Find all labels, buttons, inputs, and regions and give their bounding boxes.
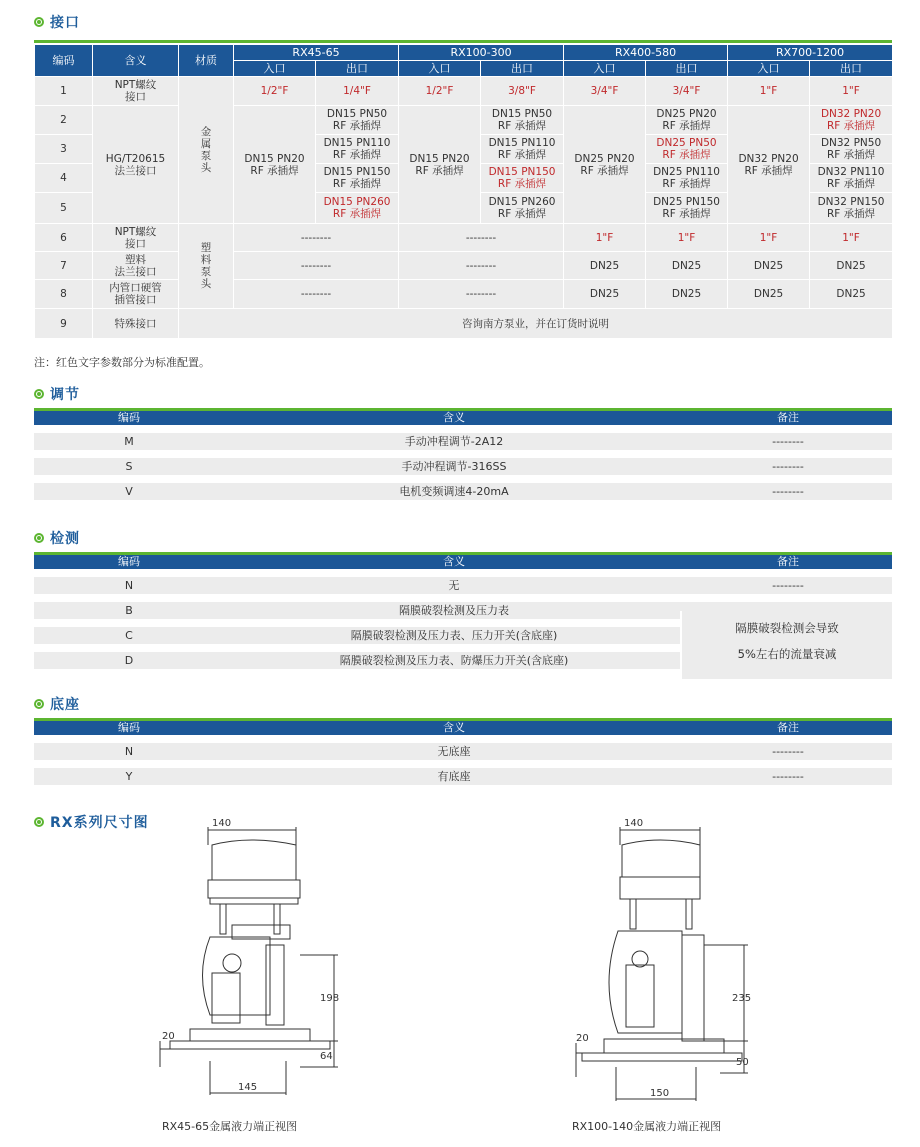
header-model: RX100-300 [399, 45, 564, 61]
cell-code: 3 [35, 135, 93, 164]
dim-top: 140 [624, 818, 644, 829]
cell-value: 1"F [810, 224, 893, 252]
row-code: Y [125, 770, 133, 783]
header-remark: 备注 [777, 721, 799, 734]
cell-outlet: DN15 PN150 RF 承插焊 [481, 164, 564, 193]
row-code: D [124, 654, 134, 667]
row-meaning: 隔膜破裂检测及压力表、防爆压力开关(含底座) [339, 654, 569, 667]
row-remark: -------- [772, 745, 804, 758]
header-meaning: 含义 [443, 555, 465, 568]
cell-value: DN25 [564, 280, 646, 309]
row-meaning: 无底座 [437, 745, 471, 758]
dim-lower: 64 [320, 1051, 333, 1062]
header-inlet: 入口 [728, 61, 810, 77]
row-code: B [125, 604, 133, 617]
cell-outlet: DN25 PN20 RF 承插焊 [646, 106, 728, 135]
table-header [34, 555, 892, 569]
cell-inlet: DN15 PN20 RF 承插焊 [399, 106, 481, 224]
row-remark: -------- [772, 435, 804, 448]
cell-inlet: DN15 PN20 RF 承插焊 [234, 106, 316, 224]
cell-outlet: DN25 PN50 RF 承插焊 [646, 135, 728, 164]
cell-code: 8 [35, 280, 93, 309]
dim-left: 20 [162, 1031, 175, 1042]
header-remark: 备注 [777, 555, 799, 568]
cell-value: 1"F [810, 77, 893, 106]
cell-value: 1/2"F [399, 77, 481, 106]
cell-value: DN25 [728, 280, 810, 309]
cell-outlet: DN15 PN50 RF 承插焊 [481, 106, 564, 135]
header-meaning: 含义 [443, 721, 465, 734]
header-material: 材质 [179, 45, 234, 77]
row-remark: -------- [772, 460, 804, 473]
drawing-rx45-65 [150, 815, 360, 1105]
row-meaning: 有底座 [437, 770, 471, 783]
dim-height: 235 [732, 993, 752, 1004]
header-code: 编码 [35, 45, 93, 77]
cell-code: 4 [35, 164, 93, 193]
adjust-table [34, 408, 892, 500]
cell-dashes: -------- [234, 224, 399, 252]
cell-value: 3/4"F [646, 77, 728, 106]
table-header [34, 721, 892, 735]
cell-dashes: -------- [234, 252, 399, 280]
section-title: 检测 [50, 531, 80, 547]
header-outlet: 出口 [646, 61, 728, 77]
row-meaning: 手动冲程调节-2A12 [404, 435, 504, 448]
cell-dashes: -------- [399, 252, 564, 280]
cell-outlet: DN32 PN150 RF 承插焊 [810, 193, 893, 224]
drawing-caption: RX100-140金属液力端正视图 [572, 1120, 722, 1133]
bullet-icon [34, 699, 44, 709]
header-meaning: 含义 [93, 45, 179, 77]
cell-outlet: DN32 PN20 RF 承插焊 [810, 106, 893, 135]
row-meaning: 隔膜破裂检测及压力表 [399, 604, 509, 617]
table-row [34, 433, 892, 450]
cell-outlet: DN15 PN260 RF 承插焊 [481, 193, 564, 224]
cell-meaning-flange: HG/T20615 法兰接口 [93, 106, 179, 224]
section-base-header [34, 694, 80, 714]
interface-table [34, 44, 893, 339]
row-code: S [125, 460, 133, 473]
cell-material-plastic: 塑 料 泵 头 [179, 224, 234, 309]
cell-inlet: DN32 PN20 RF 承插焊 [728, 106, 810, 224]
cell-code: 2 [35, 106, 93, 135]
cell-value: 1"F [728, 224, 810, 252]
cell-dashes: -------- [399, 280, 564, 309]
cell-value: 1"F [564, 224, 646, 252]
header-model: RX400-580 [564, 45, 728, 61]
header-model: RX700-1200 [728, 45, 893, 61]
row-code: V [125, 485, 133, 498]
bullet-icon [34, 17, 44, 27]
table-row [34, 768, 892, 785]
table-row [34, 743, 892, 760]
cell-meaning: 塑料 法兰接口 [93, 252, 179, 280]
cell-value: 1"F [646, 224, 728, 252]
base-table [34, 718, 892, 785]
cell-code: 6 [35, 224, 93, 252]
row-code: M [124, 435, 134, 448]
header-code: 编码 [118, 721, 140, 734]
cell-outlet: DN25 PN150 RF 承插焊 [646, 193, 728, 224]
detect-remark-line: 5%左右的流量衰减 [737, 647, 837, 661]
bullet-icon [34, 817, 44, 827]
section-detect-header [34, 528, 80, 548]
cell-value: DN25 [728, 252, 810, 280]
detect-remark-line: 隔膜破裂检测会导致 [735, 621, 839, 635]
row-remark: -------- [772, 485, 804, 498]
table-row [34, 458, 892, 475]
row-code: N [124, 579, 134, 592]
cell-outlet: DN25 PN110 RF 承插焊 [646, 164, 728, 193]
row-code: C [125, 629, 133, 642]
section-title: RX系列尺寸图 [50, 815, 149, 831]
bullet-icon [34, 389, 44, 399]
cell-value: 1/4"F [316, 77, 399, 106]
cell-outlet: DN32 PN110 RF 承插焊 [810, 164, 893, 193]
dim-top: 140 [212, 818, 232, 829]
cell-outlet: DN32 PN50 RF 承插焊 [810, 135, 893, 164]
cell-outlet: DN15 PN110 RF 承插焊 [481, 135, 564, 164]
row-remark: -------- [772, 770, 804, 783]
table-row [34, 577, 892, 594]
cell-meaning: NPT螺纹 接口 [93, 224, 179, 252]
section-title: 接口 [50, 15, 80, 31]
header-meaning: 含义 [443, 411, 465, 424]
drawing-rx100-140 [570, 815, 780, 1105]
row-meaning: 隔膜破裂检测及压力表、压力开关(含底座) [350, 629, 558, 642]
cell-meaning: 内管口硬管 插管接口 [93, 280, 179, 309]
drawing-caption: RX45-65金属液力端正视图 [162, 1120, 298, 1133]
section-dims-header [34, 812, 149, 832]
row-code: N [124, 745, 134, 758]
header-outlet: 出口 [481, 61, 564, 77]
cell-value: DN25 [810, 280, 893, 309]
row-meaning: 无 [448, 579, 460, 592]
cell-outlet: DN15 PN50 RF 承插焊 [316, 106, 399, 135]
table-row [34, 483, 892, 500]
cell-code: 1 [35, 77, 93, 106]
header-model: RX45-65 [234, 45, 399, 61]
cell-dashes: -------- [234, 280, 399, 309]
header-outlet: 出口 [810, 61, 893, 77]
cell-value: 1"F [728, 77, 810, 106]
cell-inlet: DN25 PN20 RF 承插焊 [564, 106, 646, 224]
row-meaning: 电机变频调速4-20mA [399, 485, 509, 498]
section-title: 调节 [50, 387, 80, 403]
table-header [34, 411, 892, 425]
cell-value: DN25 [646, 280, 728, 309]
cell-code: 7 [35, 252, 93, 280]
cell-value: 3/4"F [564, 77, 646, 106]
dim-height: 198 [320, 993, 340, 1004]
header-inlet: 入口 [564, 61, 646, 77]
dim-bottom: 145 [238, 1082, 258, 1093]
cell-material-metal: 金 属 泵 头 [179, 77, 234, 224]
cell-outlet: DN15 PN260 RF 承插焊 [316, 193, 399, 224]
divider [34, 40, 892, 43]
cell-value: 3/8"F [481, 77, 564, 106]
section-interface-header [34, 12, 80, 32]
note-text: 注：红色文字参数部分为标准配置。 [34, 356, 210, 369]
dim-bottom: 150 [650, 1088, 670, 1099]
dim-lower: 50 [736, 1057, 749, 1068]
cell-value: DN25 [646, 252, 728, 280]
row-meaning: 手动冲程调节-316SS [401, 460, 507, 473]
detect-remark [680, 611, 892, 679]
row-remark: -------- [772, 579, 804, 592]
section-title: 底座 [50, 697, 80, 713]
header-outlet: 出口 [316, 61, 399, 77]
cell-outlet: DN15 PN150 RF 承插焊 [316, 164, 399, 193]
cell-code: 5 [35, 193, 93, 224]
header-inlet: 入口 [234, 61, 316, 77]
header-code: 编码 [118, 411, 140, 424]
cell-special-note: 咨询南方泵业，并在订货时说明 [179, 309, 893, 339]
cell-value: DN25 [810, 252, 893, 280]
cell-value: 1/2"F [234, 77, 316, 106]
header-inlet: 入口 [399, 61, 481, 77]
dim-left: 20 [576, 1033, 589, 1044]
cell-dashes: -------- [399, 224, 564, 252]
cell-meaning: 特殊接口 [93, 309, 179, 339]
section-adjust-header [34, 384, 80, 404]
header-remark: 备注 [777, 411, 799, 424]
cell-code: 9 [35, 309, 93, 339]
bullet-icon [34, 533, 44, 543]
cell-value: DN25 [564, 252, 646, 280]
header-code: 编码 [118, 555, 140, 568]
cell-outlet: DN15 PN110 RF 承插焊 [316, 135, 399, 164]
cell-meaning: NPT螺纹 接口 [93, 77, 179, 106]
